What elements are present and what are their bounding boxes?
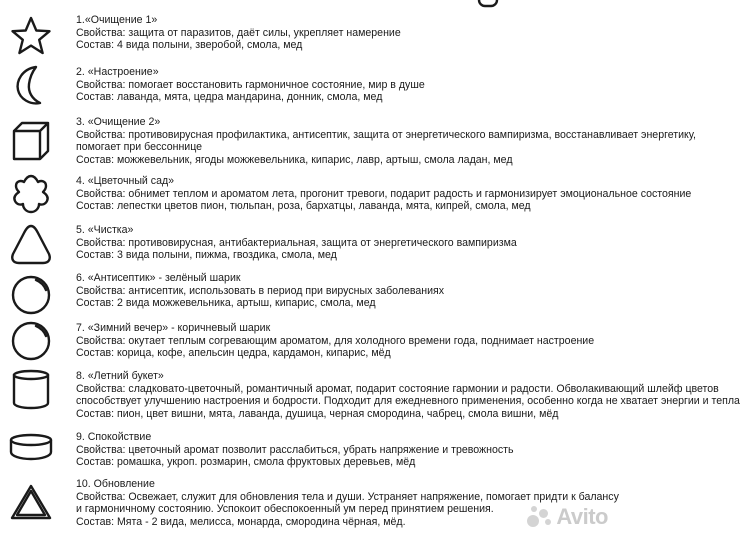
item-properties: Свойства: противовирусная, антибактериальная, защита от энергетического вампиризма	[76, 236, 517, 249]
item-properties: Свойства: цветочный аромат позволит расслабиться, убрать напряжение и тревожность	[76, 443, 514, 456]
list-item	[76, 66, 620, 104]
item-composition: Состав: можжевельник, ягоды можжевельника, кипарис, лавр, артыш, смола ладан, мед	[76, 153, 513, 166]
item-properties: и гармоничному состоянию. Успокоит обеспокоенный ум перед принятием решения.	[76, 503, 494, 516]
item-composition: Состав: 3 вида полыни, пижма, гвоздика, смола, мед	[76, 249, 337, 262]
flat-disc-icon	[6, 424, 56, 470]
watermark	[527, 504, 608, 530]
item-composition: Состав: корица, кофе, апельсин цедра, кардамон, кипарис, мёд	[76, 347, 391, 360]
crescent-moon-icon	[6, 63, 56, 109]
item-title: 1.«Очищение 1»	[76, 14, 158, 26]
rounded-triangle-icon	[6, 222, 56, 268]
cylinder-icon	[6, 366, 56, 412]
item-properties: Свойства: помогает восстановить гармоничное состояние, мир в душе	[76, 78, 425, 91]
list-item	[76, 272, 620, 310]
watermark-text: Avito	[556, 504, 608, 529]
item-title: 7. «Зимний вечер» - коричневый шарик	[76, 322, 271, 334]
list-item	[76, 14, 620, 52]
item-composition: Состав: лепестки цветов пион, тюльпан, роза, бархатцы, лаванда, мята, кипрей, смола, мед	[76, 200, 531, 213]
ball-icon	[6, 272, 56, 318]
list-item	[76, 175, 692, 213]
item-title: 3. «Очищение 2»	[76, 116, 161, 128]
item-properties: помогает при бессоннице	[76, 141, 203, 154]
item-composition: Состав: ромашка, укроп. розмарин, смола фруктовых деревьев, мёд	[76, 456, 416, 469]
list-item	[76, 431, 620, 469]
item-title: 10. Обновление	[76, 478, 155, 490]
item-title: 6. «Антисептик» - зелёный шарик	[76, 272, 241, 284]
list-item	[76, 322, 620, 360]
list-item	[76, 116, 696, 166]
item-title: 9. Спокойствие	[76, 431, 152, 443]
item-properties: Свойства: защита от паразитов, даёт силы, укрепляет намерение	[76, 26, 401, 39]
item-properties: Свойства: противовирусная профилактика, антисептик, защита от энергетического вампиризма, восстанавливает энергетику,	[76, 128, 696, 141]
item-title: 2. «Настроение»	[76, 66, 159, 78]
item-composition: Состав: 4 вида полыни, зверобой, смола, мед	[76, 39, 303, 52]
triangle-icon	[6, 480, 56, 526]
item-properties: способствует улучшению настроения и бодрости. Подходит для ежедневного применения, особенно когда не хватает энергии и тепла	[76, 395, 740, 408]
avito-logo-icon	[527, 505, 553, 529]
item-composition: Состав: 2 вида можжевельника, артыш, кипарис, смола, мед	[76, 297, 376, 310]
item-properties: Свойства: Освежает, служит для обновления тела и души. Устраняет напряжение, помогает придти к балансу	[76, 490, 619, 503]
list-item	[76, 370, 740, 420]
ball-icon	[6, 318, 56, 364]
item-properties: Свойства: окутает теплым согревающим ароматом, для холодного времени года, поднимает настроение	[76, 334, 595, 347]
item-title: 4. «Цветочный сад»	[76, 175, 175, 187]
item-composition: Состав: Мята - 2 вида, мелисса, монарда, смородина чёрная, мёд.	[76, 515, 406, 528]
item-properties: Свойства: антисептик, использовать в период при вирусных заболеваниях	[76, 284, 445, 297]
rounded-square-icon	[476, 0, 500, 10]
item-composition: Состав: пион, цвет вишни, мята, лаванда, душица, черная смородина, чабрец, смола вишни, мёд	[76, 407, 559, 420]
item-composition: Состав: лаванда, мята, цедра мандарина, донник, смола, мед	[76, 91, 383, 104]
cube-icon	[6, 117, 56, 163]
item-title: 5. «Чистка»	[76, 224, 134, 236]
item-properties: Свойства: обнимет теплом и ароматом лета, прогонит тревоги, подарит радость и гармонизирует эмоциональное состояние	[76, 187, 692, 200]
item-title: 8. «Летний букет»	[76, 370, 164, 382]
flower-icon	[6, 171, 56, 217]
item-properties: Свойства: сладковато-цветочный, романтичный аромат, подарит состояние гармонии и радости. Обволакивающий шлейф цветов	[76, 382, 719, 395]
list-item	[76, 224, 620, 262]
star-icon	[6, 14, 56, 60]
